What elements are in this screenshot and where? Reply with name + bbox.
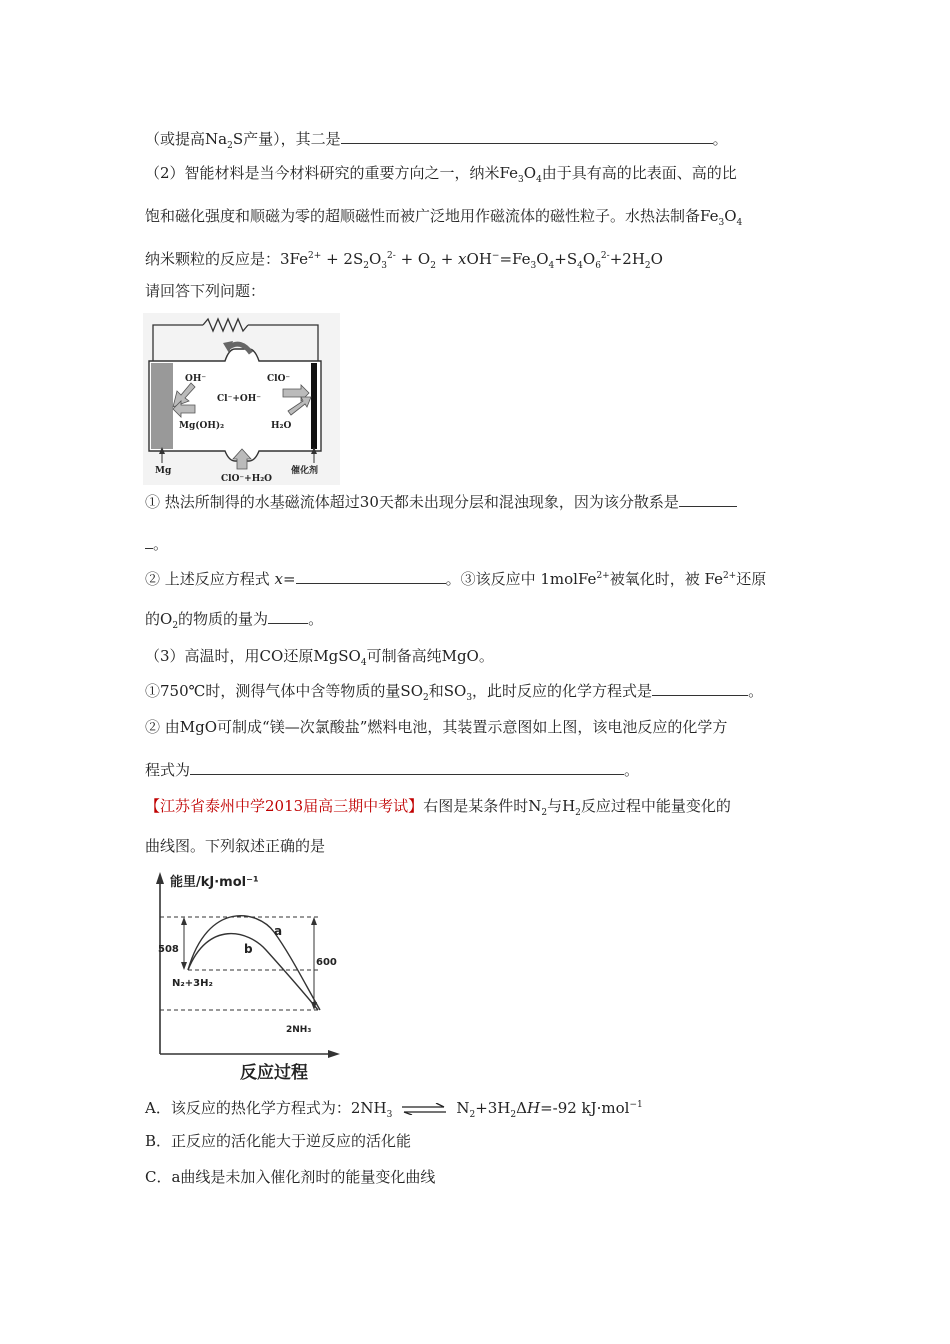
mg-electrode: [151, 363, 173, 449]
text-line: [145, 565, 766, 590]
text: O: [536, 250, 549, 268]
text-line: [145, 128, 728, 157]
text: S产量），其二是: [232, 130, 341, 148]
reaction-equation: [145, 245, 663, 277]
oh-label: OH⁻: [185, 374, 207, 384]
text-line: [145, 533, 168, 555]
subscript: 4: [548, 261, 555, 271]
variable-x: x: [458, 250, 467, 268]
subscript: 3: [718, 218, 725, 228]
text: + O: [395, 250, 431, 268]
subscript: 2: [541, 808, 548, 818]
text: =: [283, 570, 296, 588]
superscript: 2+: [722, 571, 737, 581]
superscript: −: [491, 251, 500, 261]
energy-profile-chart: [148, 870, 348, 1084]
text: +: [435, 250, 459, 268]
text: ② 上述反应方程式: [145, 570, 275, 588]
subscript: 6: [595, 261, 601, 271]
subscript: 3: [386, 1110, 393, 1120]
series-a-label: a: [274, 924, 283, 938]
text: =-92 kJ·mol: [540, 1099, 630, 1117]
subscript: 3: [530, 261, 537, 271]
answer-blank[interactable]: [679, 492, 737, 507]
equilibrium-arrow-icon: [402, 1103, 446, 1115]
arrowhead-icon: [181, 917, 187, 925]
text-line: [145, 491, 737, 513]
subscript: 3: [466, 693, 473, 703]
text: A．该反应的热化学方程式为：2NH: [145, 1099, 387, 1117]
text: 被氧化时，被 Fe: [609, 570, 723, 588]
text: + 2S: [321, 250, 364, 268]
text: （2）智能材料是当今材料研究的重要方向之一，纳米Fe: [145, 164, 519, 182]
text: O: [368, 250, 382, 268]
y-axis-arrowhead-icon: [156, 872, 164, 884]
text: 。: [153, 535, 169, 553]
text: 。: [748, 682, 764, 700]
cl-oh-label: Cl⁻+OH⁻: [217, 394, 261, 404]
option-a[interactable]: [145, 1094, 643, 1126]
subscript: 4: [536, 175, 542, 185]
value-508-label: 508: [158, 944, 179, 955]
answer-blank[interactable]: [341, 129, 713, 144]
clo-label: ClO⁻: [267, 374, 291, 384]
text: =Fe: [499, 250, 531, 268]
text: N: [456, 1099, 470, 1117]
text-line: [145, 795, 731, 824]
text: 反应过程中能量变化的: [580, 797, 731, 815]
prompt: 请回答下列问题：: [145, 282, 266, 300]
option-b[interactable]: B．正反应的活化能大于逆反应的活化能: [145, 1132, 412, 1150]
subscript: 4: [736, 218, 743, 228]
text: O: [650, 250, 663, 268]
text: Δ: [516, 1099, 527, 1117]
answer-blank[interactable]: [268, 609, 308, 624]
subscript: 2: [575, 808, 581, 818]
text: 和SO: [428, 682, 467, 700]
option-c[interactable]: C．a曲线是未加入催化剂时的能量变化曲线: [145, 1168, 436, 1186]
answer-blank[interactable]: [145, 534, 153, 549]
text: O: [582, 250, 596, 268]
superscript: 2+: [308, 251, 322, 261]
superscript: 2-: [387, 251, 396, 261]
text: 。: [624, 761, 640, 779]
text: 。: [308, 610, 324, 628]
text: +2H: [609, 250, 645, 268]
text-line: [145, 759, 639, 781]
text: ① 热法所制得的水基磁流体超过30天都未出现分层和混浊现象，因为该分散系是: [145, 493, 679, 511]
subscript: 4: [577, 261, 583, 271]
fuel-cell-diagram: [143, 313, 340, 485]
text: +S: [554, 250, 578, 268]
text: 的O: [145, 610, 173, 628]
text: 程式为: [145, 761, 191, 779]
value-600-label: 600: [316, 957, 337, 968]
variable-x: x: [274, 570, 284, 588]
product-label: 2NH₃: [286, 1025, 312, 1035]
superscript: −1: [629, 1100, 643, 1110]
arrowhead-icon: [311, 917, 317, 925]
text: 与H: [547, 797, 576, 815]
subscript: 3: [518, 175, 524, 185]
source-citation: 【江苏省泰州中学2013届高三期中考试】: [145, 797, 424, 815]
text: （3）高温时，用CO还原MgSO: [145, 647, 361, 665]
text: +3H: [475, 1099, 511, 1117]
series-b-label: b: [244, 942, 253, 956]
subscript: 2: [363, 261, 369, 271]
answer-blank[interactable]: [190, 760, 624, 775]
text: ，此时反应的化学方程式是: [472, 682, 653, 700]
x-axis-arrowhead-icon: [328, 1050, 340, 1058]
text: OH: [466, 250, 492, 268]
text: 可制备高纯MgO。: [366, 647, 494, 665]
subscript: 2: [510, 1110, 517, 1120]
text-line: ② 由MgO可制成“镁—次氯酸盐”燃料电池，其装置示意图如上图，该电池反应的化学方: [145, 718, 728, 736]
subscript: 2: [430, 261, 436, 271]
subscript: 2: [423, 693, 429, 703]
superscript: 2+: [596, 571, 610, 581]
text: 还原: [736, 570, 767, 588]
answer-blank[interactable]: [296, 569, 446, 584]
subscript: 2: [172, 621, 179, 631]
mgoh-label: Mg(OH)₂: [179, 421, 225, 431]
superscript: 2-: [600, 251, 610, 261]
text-line: [145, 608, 323, 637]
text-line: [145, 680, 763, 709]
subscript: 3: [381, 261, 388, 271]
subscript: 2: [644, 261, 651, 271]
series-a-curve: [188, 916, 320, 1010]
text: 由于具有高的比表面、高的比: [541, 164, 737, 182]
catalyst-electrode: [311, 363, 317, 449]
text-line: [145, 162, 737, 191]
text-line: [145, 645, 494, 674]
subscript: 4: [360, 658, 367, 668]
text: ①750℃时，测得气体中含等物质的量SO: [145, 682, 423, 700]
text: 。: [712, 130, 728, 148]
arrowhead-icon: [181, 962, 187, 970]
answer-blank[interactable]: [652, 681, 748, 696]
reactant-label: N₂+3H₂: [172, 978, 213, 989]
text: O: [724, 207, 737, 225]
text-line: [145, 205, 742, 234]
enthalpy-symbol: H: [526, 1099, 541, 1117]
catalyst-label: 催化剂: [291, 466, 319, 476]
clo-h2o-label: ClO⁻+H₂O: [221, 474, 272, 484]
text: 饱和磁化强度和顺磁为零的超顺磁性而被广泛地用作磁流体的磁性粒子。水热法制备Fe: [145, 207, 719, 225]
x-axis-label: 反应过程: [240, 1063, 308, 1083]
text: （或提高Na: [145, 130, 228, 148]
mg-label: Mg: [155, 466, 172, 476]
y-axis-label: 能里/kJ·mol⁻¹: [170, 875, 259, 890]
text: 。③该反应中 1molFe: [445, 570, 597, 588]
text: 纳米颗粒的反应是：3Fe: [145, 250, 309, 268]
text: 右图是某条件时N: [423, 797, 542, 815]
subscript: 2: [469, 1110, 476, 1120]
text-line: 曲线图。下列叙述正确的是: [145, 837, 326, 855]
h2o-label: H₂O: [271, 421, 292, 431]
text: 的物质的量为: [178, 610, 269, 628]
subscript: 2: [227, 141, 233, 151]
text: O: [523, 164, 537, 182]
